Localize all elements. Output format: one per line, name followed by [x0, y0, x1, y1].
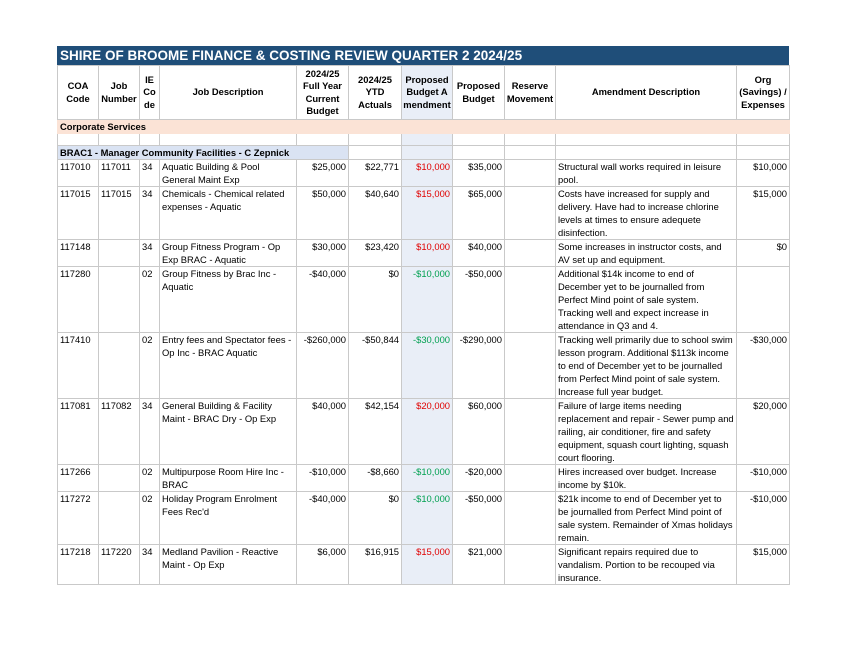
- cell-budget-amendment: $20,000: [402, 399, 453, 465]
- cell-ytd-actuals: $23,420: [349, 240, 402, 267]
- cell-amendment-description: Tracking well primarily due to school swim lesson program. Additional $113k income to end of December yet to be journalled from Perfect Mind point of sale system. Increase full year budget.: [556, 333, 737, 399]
- col-org-savings-expenses: Org (Savings) / Expenses: [737, 66, 790, 120]
- cell-ytd-actuals: $0: [349, 267, 402, 333]
- cell-coa-code: 117410: [58, 333, 99, 399]
- cell-coa-code: 117081: [58, 399, 99, 465]
- table-row: [58, 187, 790, 240]
- cell-ytd-actuals: -$50,844: [349, 333, 402, 399]
- cell-full-year-budget: -$40,000: [297, 267, 349, 333]
- cell-job-number: [99, 333, 140, 399]
- spacer-row: [58, 134, 790, 146]
- table-row: [58, 160, 790, 187]
- cell-coa-code: 117272: [58, 492, 99, 545]
- cell-job-description: Holiday Program Enrolment Fees Rec'd: [160, 492, 297, 545]
- cell-job-number: [99, 492, 140, 545]
- cell-budget-amendment: -$10,000: [402, 465, 453, 492]
- cell-org-savings-expenses: -$10,000: [737, 492, 790, 545]
- col-coa-code: COA Code: [58, 66, 99, 120]
- cell-ie-code: 34: [140, 160, 160, 187]
- cell-job-description: Multipurpose Room Hire Inc - BRAC: [160, 465, 297, 492]
- cell-ytd-actuals: $42,154: [349, 399, 402, 465]
- cell-amendment-description: Hires increased over budget. Increase income by $10k.: [556, 465, 737, 492]
- cell-org-savings-expenses: -$30,000: [737, 333, 790, 399]
- cell-coa-code: 117148: [58, 240, 99, 267]
- cell-full-year-budget: $6,000: [297, 545, 349, 585]
- cell-coa-code: 117218: [58, 545, 99, 585]
- col-ytd-actuals: 2024/25 YTD Actuals: [349, 66, 402, 120]
- header-row: [58, 66, 790, 120]
- subsection-label: BRAC1 - Manager Community Facilities - C Zepnick: [58, 146, 349, 160]
- cell-proposed-budget: $21,000: [453, 545, 505, 585]
- table-row: [58, 267, 790, 333]
- finance-review-sheet: [57, 46, 789, 585]
- cell-ie-code: 02: [140, 267, 160, 333]
- col-proposed-budget: Proposed Budget: [453, 66, 505, 120]
- cell-budget-amendment: $15,000: [402, 187, 453, 240]
- cell-full-year-budget: $40,000: [297, 399, 349, 465]
- table-row: [58, 545, 790, 585]
- cell-job-description: Group Fitness by Brac Inc - Aquatic: [160, 267, 297, 333]
- cell-full-year-budget: $30,000: [297, 240, 349, 267]
- cell-ie-code: 02: [140, 492, 160, 545]
- cell-ie-code: 34: [140, 240, 160, 267]
- table-row: [58, 492, 790, 545]
- table-row: [58, 333, 790, 399]
- cell-proposed-budget: $40,000: [453, 240, 505, 267]
- cell-reserve-movement: [505, 187, 556, 240]
- cell-amendment-description: Costs have increased for supply and delivery. Have had to increase chlorine levels at times to ensure adequete disinfection.: [556, 187, 737, 240]
- cell-amendment-description: Structural wall works required in leisure pool.: [556, 160, 737, 187]
- cell-full-year-budget: $25,000: [297, 160, 349, 187]
- section-row: [58, 120, 790, 134]
- cell-org-savings-expenses: -$10,000: [737, 465, 790, 492]
- cell-job-number: 117015: [99, 187, 140, 240]
- cell-job-number: 117011: [99, 160, 140, 187]
- cell-ie-code: 02: [140, 465, 160, 492]
- cell-proposed-budget: $60,000: [453, 399, 505, 465]
- cell-ytd-actuals: $16,915: [349, 545, 402, 585]
- cell-ytd-actuals: $0: [349, 492, 402, 545]
- cell-amendment-description: Failure of large items needing replacement and repair - Sewer pump and railing, air conditioner, fire and safety equipment, squash court lighting, squash court flooring.: [556, 399, 737, 465]
- cell-reserve-movement: [505, 545, 556, 585]
- cell-org-savings-expenses: $15,000: [737, 545, 790, 585]
- col-budget-amendment: Proposed Budget Amendment: [402, 66, 453, 120]
- cell-job-description: Chemicals - Chemical related expenses - Aquatic: [160, 187, 297, 240]
- cell-ie-code: 34: [140, 399, 160, 465]
- cell-amendment-description: Significant repairs required due to vandalism. Portion to be recouped via insurance.: [556, 545, 737, 585]
- cell-org-savings-expenses: $15,000: [737, 187, 790, 240]
- col-full-year-budget: 2024/25 Full Year Current Budget: [297, 66, 349, 120]
- cell-job-number: [99, 465, 140, 492]
- cell-coa-code: 117280: [58, 267, 99, 333]
- cell-reserve-movement: [505, 399, 556, 465]
- cell-org-savings-expenses: $20,000: [737, 399, 790, 465]
- cell-reserve-movement: [505, 160, 556, 187]
- sheet-title: SHIRE OF BROOME FINANCE & COSTING REVIEW QUARTER 2 2024/25: [57, 46, 789, 65]
- col-reserve-movement: Reserve Movement: [505, 66, 556, 120]
- cell-job-number: 117220: [99, 545, 140, 585]
- cell-ie-code: 34: [140, 545, 160, 585]
- cell-coa-code: 117015: [58, 187, 99, 240]
- cell-reserve-movement: [505, 492, 556, 545]
- cell-full-year-budget: -$40,000: [297, 492, 349, 545]
- cell-job-description: Aquatic Building & Pool General Maint Exp: [160, 160, 297, 187]
- cell-proposed-budget: $65,000: [453, 187, 505, 240]
- cell-full-year-budget: -$10,000: [297, 465, 349, 492]
- cell-ie-code: 34: [140, 187, 160, 240]
- subsection-row: [58, 146, 790, 160]
- cell-budget-amendment: $10,000: [402, 240, 453, 267]
- cell-proposed-budget: -$50,000: [453, 267, 505, 333]
- cell-proposed-budget: -$290,000: [453, 333, 505, 399]
- table-row: [58, 240, 790, 267]
- cell-proposed-budget: $35,000: [453, 160, 505, 187]
- cell-job-description: Group Fitness Program - Op Exp BRAC - Aquatic: [160, 240, 297, 267]
- cell-amendment-description: Some increases in instructor costs, and AV set up and equipment.: [556, 240, 737, 267]
- col-amendment-description: Amendment Description: [556, 66, 737, 120]
- cell-job-number: [99, 267, 140, 333]
- cell-reserve-movement: [505, 267, 556, 333]
- cell-amendment-description: Additional $14k income to end of December yet to be journalled from Perfect Mind point of sale system. Tracking well and expect increase in attendance in Q3 and 4.: [556, 267, 737, 333]
- cell-full-year-budget: $50,000: [297, 187, 349, 240]
- cell-org-savings-expenses: $0: [737, 240, 790, 267]
- cell-reserve-movement: [505, 333, 556, 399]
- table-row: [58, 399, 790, 465]
- cell-org-savings-expenses: $10,000: [737, 160, 790, 187]
- cell-job-number: 117082: [99, 399, 140, 465]
- cell-reserve-movement: [505, 465, 556, 492]
- cell-reserve-movement: [505, 240, 556, 267]
- cell-budget-amendment: $15,000: [402, 545, 453, 585]
- cell-org-savings-expenses: [737, 267, 790, 333]
- col-ie-code: IE Code: [140, 66, 160, 120]
- cell-budget-amendment: -$30,000: [402, 333, 453, 399]
- cell-job-number: [99, 240, 140, 267]
- cell-budget-amendment: -$10,000: [402, 492, 453, 545]
- cell-job-description: Entry fees and Spectator fees - Op Inc - BRAC Aquatic: [160, 333, 297, 399]
- cell-ytd-actuals: -$8,660: [349, 465, 402, 492]
- cell-coa-code: 117266: [58, 465, 99, 492]
- table-row: [58, 465, 790, 492]
- cell-ie-code: 02: [140, 333, 160, 399]
- cell-job-description: Medland Pavilion - Reactive Maint - Op Exp: [160, 545, 297, 585]
- col-job-description: Job Description: [160, 66, 297, 120]
- cell-ytd-actuals: $40,640: [349, 187, 402, 240]
- cell-full-year-budget: -$260,000: [297, 333, 349, 399]
- cell-job-description: General Building & Facility Maint - BRAC Dry - Op Exp: [160, 399, 297, 465]
- cell-proposed-budget: -$50,000: [453, 492, 505, 545]
- cell-proposed-budget: -$20,000: [453, 465, 505, 492]
- section-label: Corporate Services: [58, 120, 297, 134]
- cell-amendment-description: $21k income to end of December yet to be journalled from Perfect Mind point of sale system. Remainder of Xmas holidays remain.: [556, 492, 737, 545]
- cell-coa-code: 117010: [58, 160, 99, 187]
- col-job-number: Job Number: [99, 66, 140, 120]
- cell-budget-amendment: -$10,000: [402, 267, 453, 333]
- cell-ytd-actuals: $22,771: [349, 160, 402, 187]
- cell-budget-amendment: $10,000: [402, 160, 453, 187]
- budget-table: [57, 65, 790, 585]
